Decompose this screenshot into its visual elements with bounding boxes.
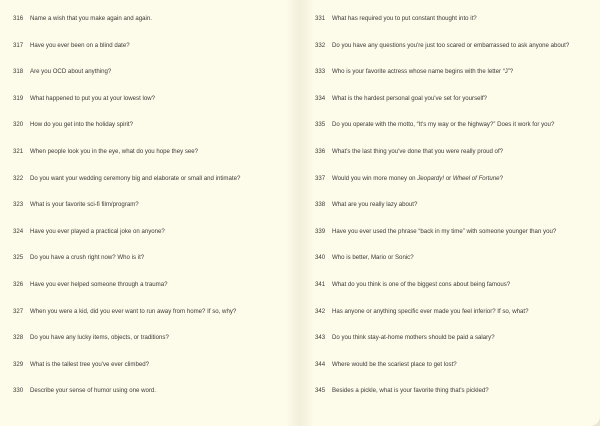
question-text: Have you ever been on a blind date? xyxy=(30,41,130,49)
question-number: 343 xyxy=(315,334,326,342)
question-number: 337 xyxy=(315,174,326,182)
question-text: Who is better, Mario or Sonic? xyxy=(332,254,414,262)
question-number: 319 xyxy=(13,94,24,102)
question-text: How do you get into the holiday spirit? xyxy=(30,121,133,129)
question-number: 320 xyxy=(13,121,24,129)
question-number: 332 xyxy=(315,41,326,49)
question-text: Where would be the scariest place to get lost? xyxy=(332,360,457,368)
question-number: 322 xyxy=(13,174,24,182)
question-text: What is your favorite sci-fi film/program? xyxy=(30,201,139,209)
question-text: What happened to put you at your lowest low? xyxy=(30,94,155,102)
question-number: 344 xyxy=(315,360,326,368)
question-text: Have you ever helped someone through a trauma? xyxy=(30,281,168,288)
question-text: Do you have any lucky items, objects, or traditions? xyxy=(30,334,169,342)
question-number: 341 xyxy=(315,281,326,288)
question-text: Have you ever used the phrase “back in my time” with someone younger than you? xyxy=(332,227,557,235)
question-text: Do you operate with the motto, “It's my way or the highway?” Does it work for you? xyxy=(332,121,555,129)
question-number: 323 xyxy=(13,201,24,209)
question-text: What do you think is one of the biggest cons about being famous? xyxy=(332,281,511,288)
question-number: 316 xyxy=(13,15,24,22)
question-number: 331 xyxy=(315,15,326,22)
question-text-segment: Would you win more money on xyxy=(332,174,418,182)
question-text: Who is your favorite actress whose name begins with the letter “J”? xyxy=(332,68,514,76)
question-text-segment: or xyxy=(444,174,453,182)
question-text: Do you have any questions you're just too scared or embarrassed to ask anyone about? xyxy=(332,41,570,49)
question-number: 334 xyxy=(315,94,326,102)
question-text: When you were a kid, did you ever want to run away from home? If so, why? xyxy=(30,307,237,315)
question-number: 333 xyxy=(315,68,326,76)
question-number: 335 xyxy=(315,121,326,129)
question-number: 336 xyxy=(315,148,326,155)
question-number: 318 xyxy=(13,68,24,76)
question-text-italic: Jeopardy! xyxy=(417,174,445,182)
question-number: 326 xyxy=(13,281,24,288)
question-number: 345 xyxy=(315,387,326,395)
question-text: What's the last thing you've done that you were really proud of? xyxy=(332,148,504,155)
question-text-segment: ? xyxy=(499,174,503,182)
question-number: 325 xyxy=(13,254,24,262)
question-number: 328 xyxy=(13,334,24,342)
question-text-italic: Wheel of Fortune xyxy=(452,174,500,182)
question-text: Do you want your wedding ceremony big and elaborate or small and intimate? xyxy=(30,174,241,182)
right-page xyxy=(300,0,600,426)
question-text: What is the hardest personal goal you've set for yourself? xyxy=(332,94,487,102)
question-text xyxy=(332,175,503,183)
question-number: 329 xyxy=(13,360,24,368)
question-number: 317 xyxy=(13,41,24,49)
question-text: Do you have a crush right now? Who is it? xyxy=(30,254,145,262)
question-text: What has required you to put constant thought into it? xyxy=(332,15,477,22)
question-number: 339 xyxy=(315,227,326,235)
question-text: Name a wish that you make again and again. xyxy=(30,15,152,22)
question-number: 324 xyxy=(13,227,24,235)
question-text: What are you really lazy about? xyxy=(332,201,418,209)
question-text: Has anyone or anything specific ever made you feel inferior? If so, what? xyxy=(332,307,529,315)
question-text: Are you OCD about anything? xyxy=(30,68,112,76)
question-text: Have you ever played a practical joke on anyone? xyxy=(30,227,165,235)
question-number: 340 xyxy=(315,254,326,262)
question-number: 327 xyxy=(13,307,24,315)
question-text: Do you think stay-at-home mothers should be paid a salary? xyxy=(332,334,495,342)
question-number: 330 xyxy=(13,387,24,395)
question-text: What is the tallest tree you've ever climbed? xyxy=(30,360,150,368)
question-text: Besides a pickle, what is your favorite thing that's pickled? xyxy=(332,387,489,395)
question-text: When people look you in the eye, what do you hope they see? xyxy=(30,148,199,155)
question-number: 321 xyxy=(13,148,24,155)
question-number: 342 xyxy=(315,307,326,315)
question-text: Describe your sense of humor using one word. xyxy=(30,387,157,395)
question-number: 338 xyxy=(315,201,326,209)
